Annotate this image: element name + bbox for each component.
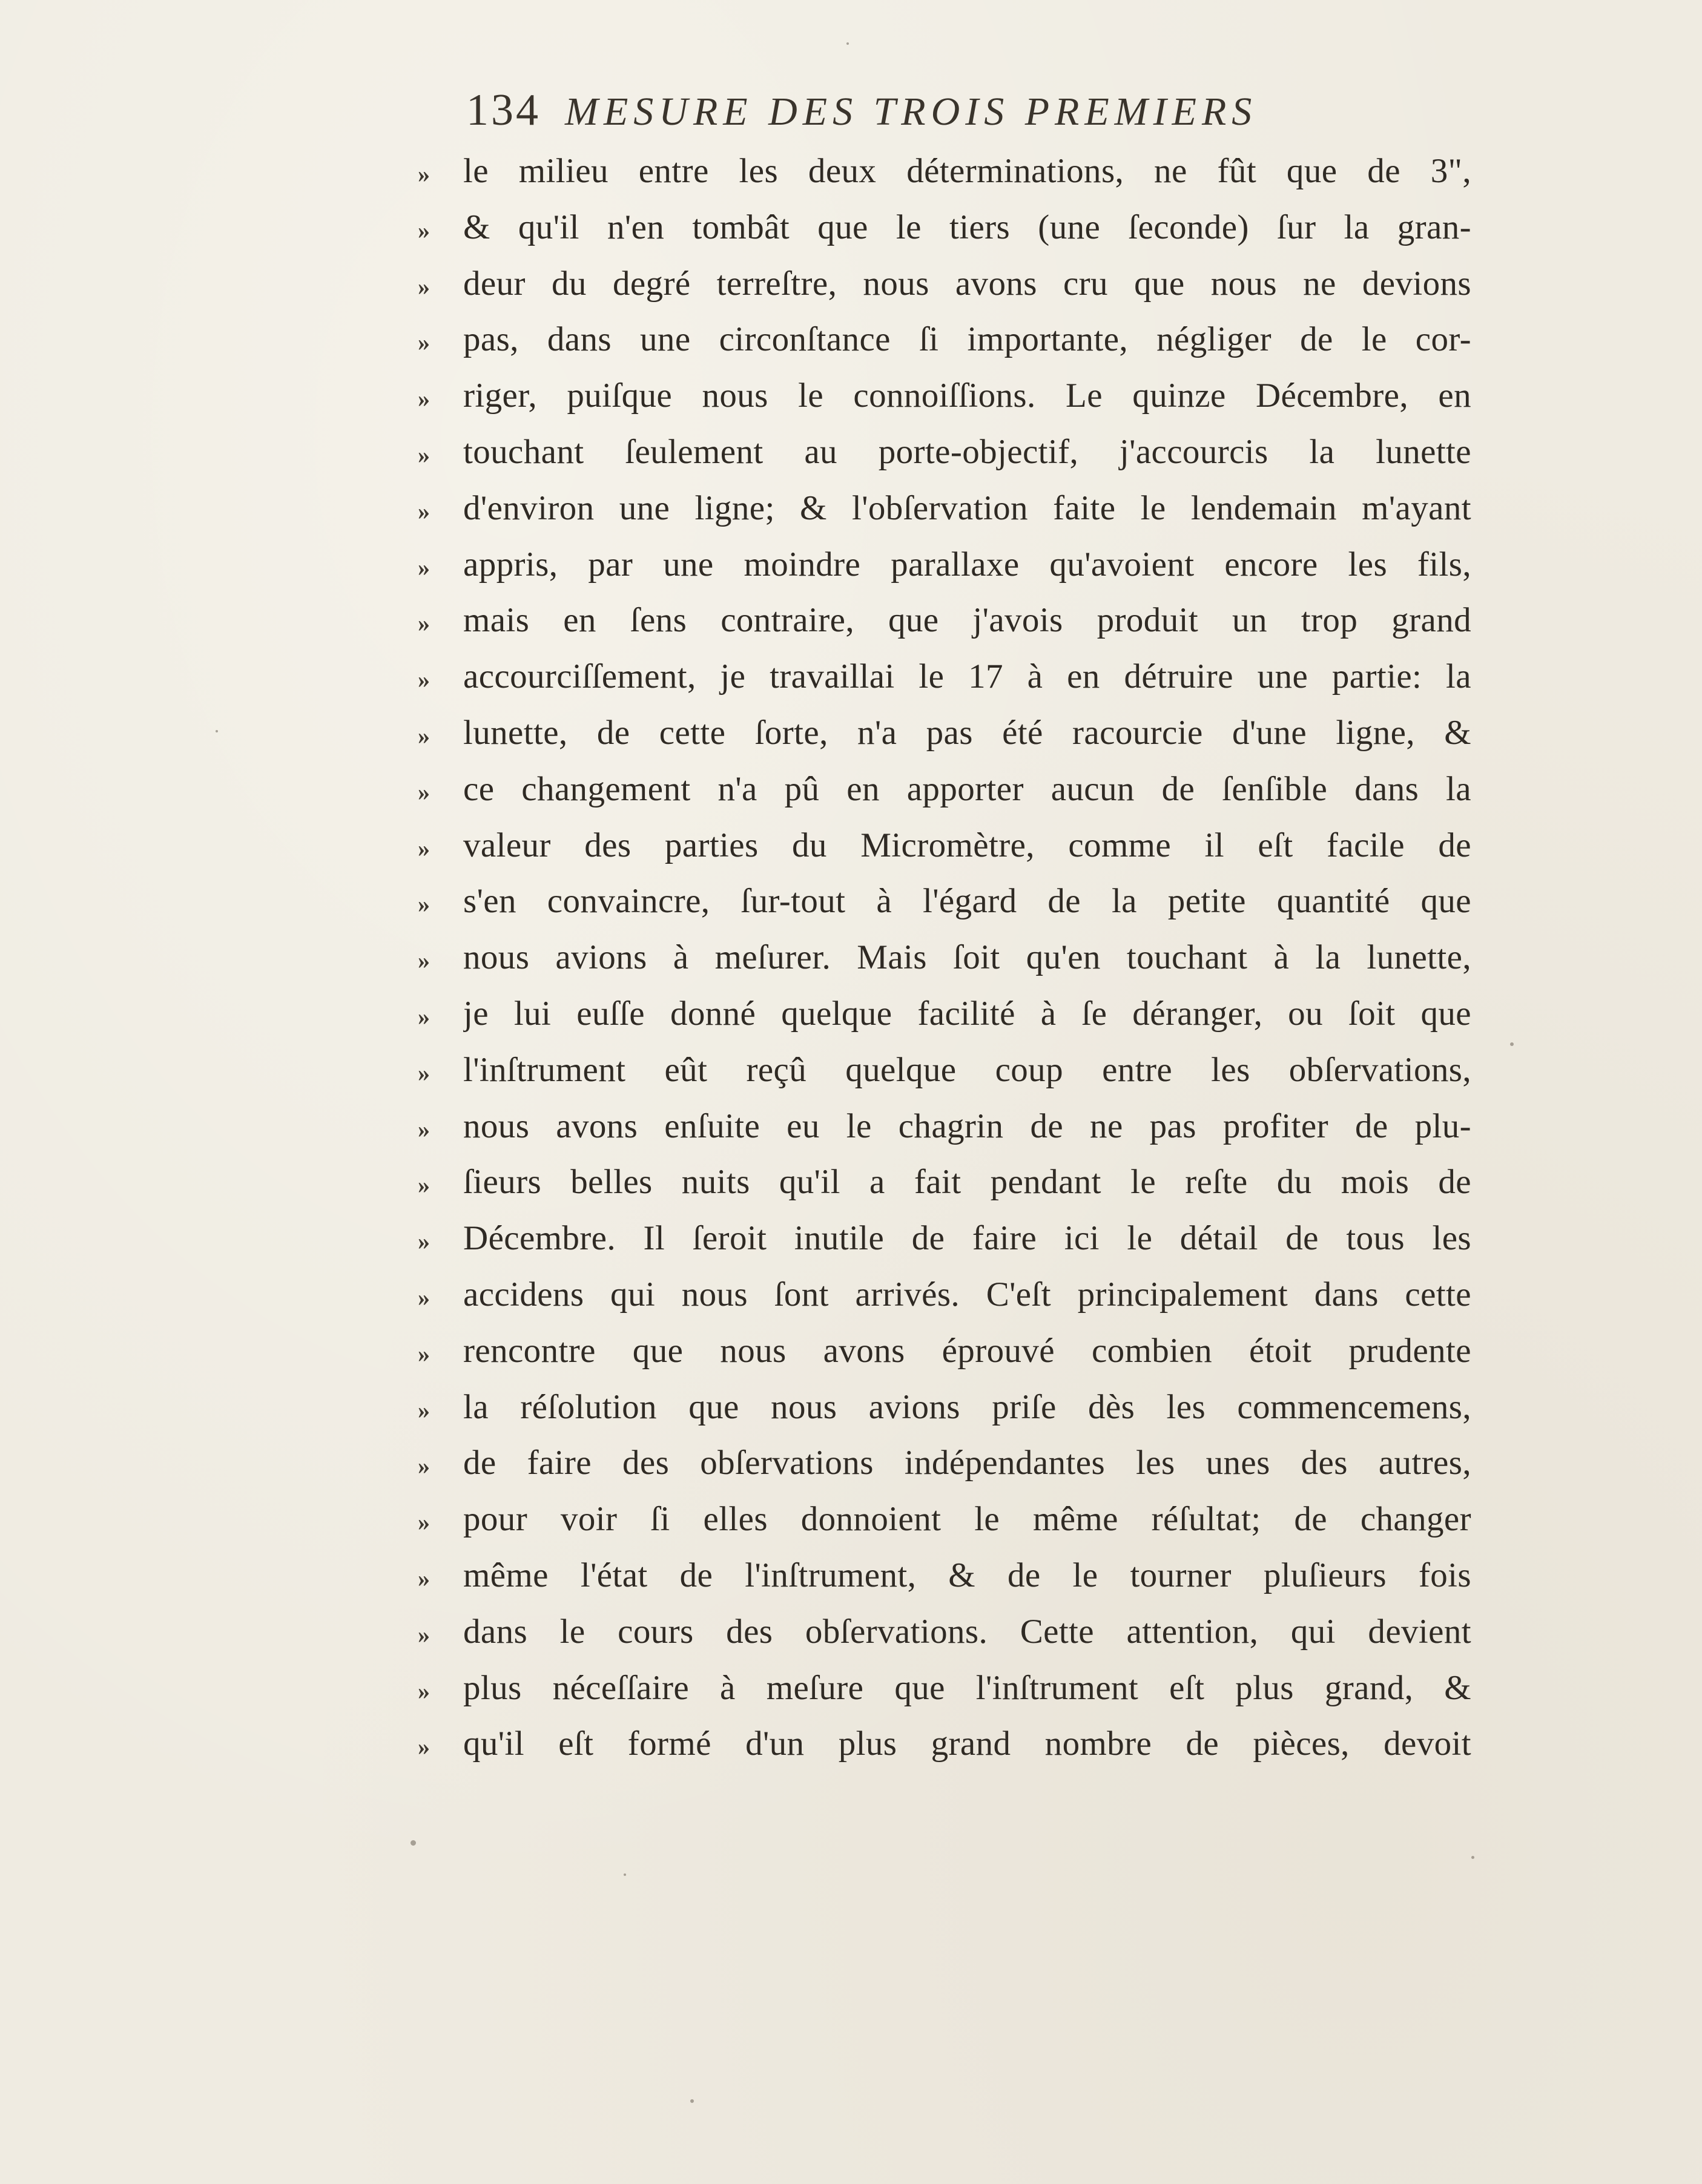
text-line [418,264,1471,320]
text-line [418,1050,1471,1107]
line-text: riger, puiſque nous le connoiſſions. Le quinze Décembre, en [463,377,1471,415]
quotation-mark: » [418,1228,430,1255]
text-line [418,208,1471,264]
quotation-mark: » [418,1733,430,1761]
line-text: même l'état de l'inſtrument, & de le tourner pluſieurs fois [463,1556,1471,1594]
line-text: appris, par une moindre parallaxe qu'avoient encore les fils, [463,545,1471,584]
quotation-mark: » [418,890,430,918]
line-text: l'inſtrument eût reçû quelque coup entre les obſervations, [463,1050,1471,1089]
line-text: pas, dans une circonſtance ſi importante, négliger de le cor- [463,320,1471,359]
running-head [466,85,1257,151]
line-text: mais en ſens contraire, que j'avois produit un trop grand [463,601,1471,640]
quotation-mark: » [418,329,430,357]
paper-speck [1471,1856,1474,1859]
line-text: le milieu entre les deux déterminations, ne fût que de 3", [463,152,1471,190]
quotation-mark: » [418,666,430,694]
text-line [418,1443,1471,1499]
text-line [418,1668,1471,1725]
text-line [418,1107,1471,1163]
line-text: rencontre que nous avons éprouvé combien étoit prudente [463,1331,1471,1370]
paper-speck [216,730,218,732]
quotation-mark: » [418,834,430,862]
paper-speck [690,2099,694,2103]
line-text: dans le cours des obſervations. Cette attention, qui devient [463,1612,1471,1651]
page-number: 134 [466,85,541,135]
quotation-mark: » [418,1171,430,1199]
line-text: deur du degré terreſtre, nous avons cru que nous ne devions [463,264,1471,303]
line-text: nous avions à meſurer. Mais ſoit qu'en touchant à la lunette, [463,938,1471,977]
quotation-mark: » [418,610,430,637]
quotation-mark: » [418,1620,430,1648]
quotation-mark: » [418,160,430,188]
line-text: touchant ſeulement au porte-objectif, j'accourcis la lunette [463,432,1471,471]
quotation-mark: » [418,1115,430,1143]
running-title: MESURE DES TROIS PREMIERS [565,90,1258,134]
text-line [418,1219,1471,1275]
paper-speck [846,42,849,45]
text-line [418,1162,1471,1219]
paper-speck [411,1840,416,1846]
body-text [418,151,1471,1780]
line-text: ſieurs belles nuits qu'il a fait pendant le reſte du mois de [463,1163,1471,1202]
quotation-mark: » [418,722,430,749]
quotation-mark: » [418,1283,430,1311]
text-line [418,432,1471,488]
quotation-mark: » [418,1564,430,1592]
text-line [418,151,1471,208]
quotation-mark: » [418,778,430,806]
text-line [418,1499,1471,1556]
text-line [418,657,1471,713]
text-line [418,488,1471,545]
quotation-mark: » [418,272,430,300]
quotation-mark: » [418,497,430,525]
line-text: accidens qui nous ſont arrivés. C'eſt principalement dans cette [463,1275,1471,1314]
text-line [418,1275,1471,1331]
text-line [418,1724,1471,1780]
line-text: d'environ une ligne; & l'obſervation faite le lendemain m'ayant [463,488,1471,527]
quotation-mark: » [418,1396,430,1424]
line-text: plus néceſſaire à meſure que l'inſtrument eſt plus grand, & [463,1668,1471,1707]
line-text: accourciſſement, je travaillai le 17 à en détruire une partie: la [463,657,1471,696]
text-line [418,769,1471,826]
quotation-mark: » [418,1677,430,1705]
quotation-mark: » [418,947,430,975]
text-line [418,1331,1471,1387]
line-text: la réſolution que nous avions priſe dès les commencemens, [463,1387,1471,1426]
line-text: nous avons enſuite eu le chagrin de ne pas profiter de plu- [463,1107,1471,1145]
text-line [418,376,1471,432]
quotation-mark: » [418,1508,430,1536]
text-line [418,713,1471,769]
text-line [418,994,1471,1050]
line-text: s'en convaincre, ſur-tout à l'égard de la petite quantité que [463,882,1471,921]
line-text: Décembre. Il ſeroit inutile de faire ici le détail de tous les [463,1219,1471,1258]
text-line [418,1556,1471,1612]
text-line [418,1387,1471,1444]
text-line [418,938,1471,994]
line-text: valeur des parties du Micromètre, comme il eſt facile de [463,826,1471,864]
line-text: lunette, de cette ſorte, n'a pas été racourcie d'une ligne, & [463,713,1471,752]
quotation-mark: » [418,441,430,469]
paper-speck [624,1873,626,1876]
text-line [418,1612,1471,1668]
quotation-mark: » [418,553,430,581]
text-line [418,320,1471,376]
quotation-mark: » [418,216,430,244]
text-line [418,600,1471,657]
paper-speck [1510,1042,1514,1046]
quotation-mark: » [418,1002,430,1030]
line-text: de faire des obſervations indépendantes les unes des autres, [463,1444,1471,1482]
line-text: pour voir ſi elles donnoient le même réſultat; de changer [463,1500,1471,1539]
line-text: je lui euſſe donné quelque facilité à ſe déranger, ou ſoit que [463,994,1471,1033]
quotation-mark: » [418,1059,430,1087]
quotation-mark: » [418,385,430,413]
line-text: ce changement n'a pû en apporter aucun de ſenſible dans la [463,769,1471,808]
text-line [418,545,1471,601]
line-text: & qu'il n'en tombât que le tiers (une ſeconde) ſur la gran- [463,208,1471,246]
line-text: qu'il eſt formé d'un plus grand nombre de pièces, devoit [463,1725,1471,1763]
text-line [418,881,1471,938]
quotation-mark: » [418,1340,430,1367]
quotation-mark: » [418,1452,430,1480]
text-line [418,826,1471,882]
